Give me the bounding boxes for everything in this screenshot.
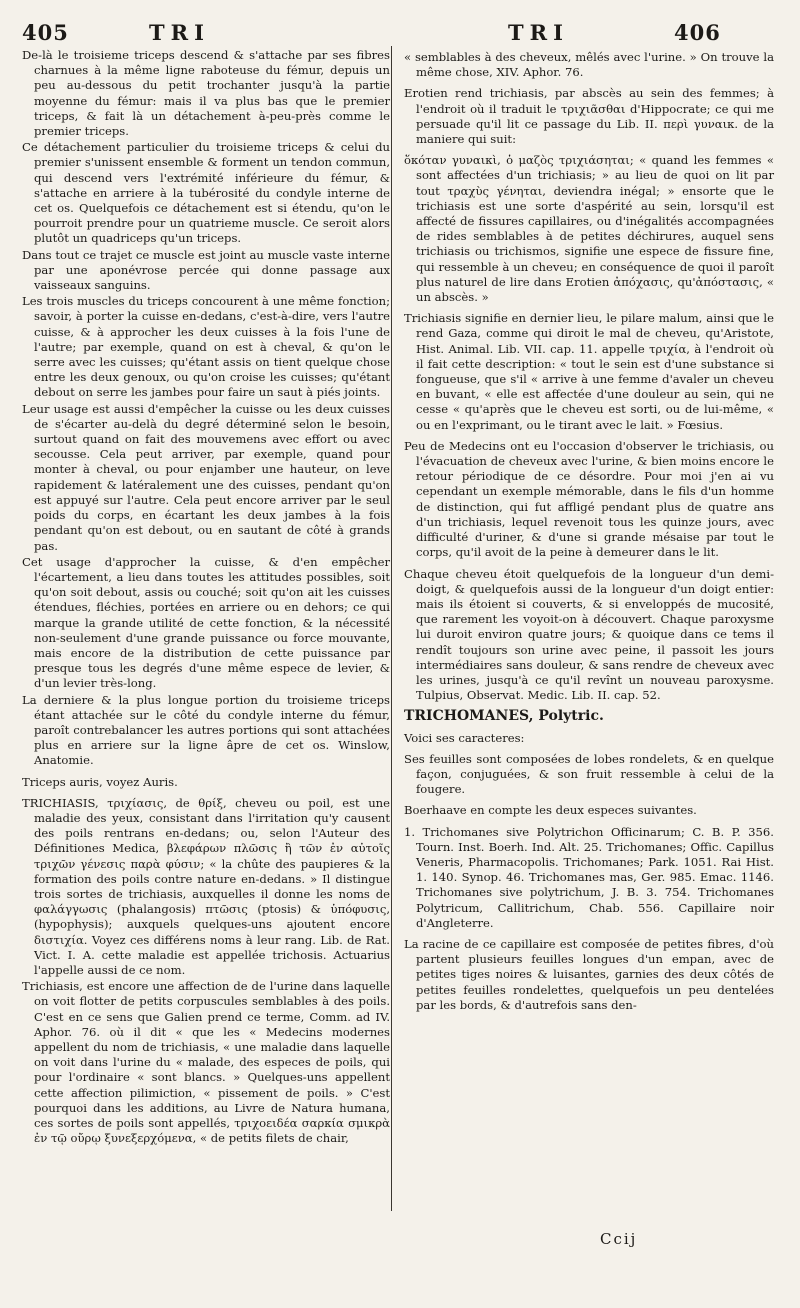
- paragraph: Erotien rend trichiasis, par abscès au sein des femmes; à l'endroit où il traduit le τριχιᾶσθαι d'Hippocrate; ce qui me persuade qu'il lit ce passage du Lib. II. περὶ γυναικ. de la maniere qui suit:: [404, 86, 774, 147]
- left-column: [22, 48, 390, 1147]
- paragraph: Cet usage d'approcher la cuisse, & d'en empêcher l'écartement, a lieu dans toutes les attitudes possibles, soit qu'on soit debout, assis ou couché; soit qu'on ait les cuisses étendues, fléchies, portées en arriere ou en dehors; ce qui marque la grande utilité de cette fonction, & la nécessité non-seulement d'une grande puissance ou force mouvante, mais encore de la distribution de cette puissance par presque tous les degrés d'une même espece de levier, & d'un levier très-long.: [22, 554, 390, 691]
- running-title-left: TRI: [149, 20, 210, 45]
- page-number-right: 406: [674, 20, 721, 45]
- paragraph: Peu de Medecins ont eu l'occasion d'observer le trichiasis, ou l'évacuation de cheveux avec l'urine, & bien moins encore le retour périodique de ce désordre. Pour moi j'en ai vu cependant un exemple mémorable, dans le fils d'un homme de distinction, qui fut affligé pendant plus de quatre ans d'un trichiasis, lequel revenoit tous les quinze jours, avec difficulté d'uriner, & d'une si grande mésaise par tout le corps, qu'il avoit de la peine à demeurer dans le lit.: [404, 438, 774, 560]
- paragraph: ὅκόταν γυναικὶ, ὁ μαζὸς τριχιάσηται; « quand les femmes « sont affectées d'un trichiasis; » au lieu de quoi on lit par tout τραχὺς γένηται, deviendra inégal; » ensorte que le trichiasis est une sorte d'aspérité au sein, lorsqu'il est affecté de fissures capillaires, ou d'inégalités accompagnées de rides semblables à de petites déchirures, auquel sens trichiasis ou trichismos, signifie une espece de fissure fine, qui ressemble à un cheveu; en conséquence de quoi il paroît plus naturel de lire dans Erotien ἀπόχασις, qu'ἀπόστασις, « un abscès. »: [404, 153, 774, 305]
- paragraph: De-là le troisieme triceps descend & s'attache par ses fibres charnues à la même ligne raboteuse du fémur, depuis un peu au-dessous du petit trochanter jusqu'à la partie moyenne du fémur: mais il va plus bas que le premier triceps, & fait là un détachement à-peu-près comme le premier triceps.: [22, 48, 390, 139]
- paragraph: Ses feuilles sont composées de lobes rondelets, & en quelque façon, conjuguées, & son fruit ressemble à celui de la fougere.: [404, 751, 774, 797]
- entry-trichomanes: TRICHOMANES, Polytric.: [404, 708, 604, 725]
- paragraph: Boerhaave en compte les deux especes suivantes.: [404, 803, 697, 818]
- right-column: [404, 50, 774, 1014]
- paragraph: Les trois muscles du triceps concourent à une même fonction; savoir, à porter la cuisse en-dedans, c'est-à-dire, vers l'autre cuisse, & à approcher les deux cuisses à la fois l'une de l'autre; par exemple, quand on est à cheval, & qu'on le serre avec les cuisses; qu'étant assis on tient quelque chose entre les deux genoux, ou qu'on croise les cuisses; qu'étant debout on serre les jambes pour faire un saut à piés joints.: [22, 294, 390, 400]
- species-list: 1. Trichomanes sive Polytrichon Officinarum; C. B. P. 356. Tourn. Inst. Boerh. Ind. Alt. 25. Trichomanes; Offic. Capillus Veneris, Pharmacopolis. Trichomanes; Park. 1051. Rai Hist. 1. 140. Synop. 46. Trichomanes mas, Ger. 985. Emac. 1146. Trichomanes sive polytrichum, J. B. 3. 754. Trichomanes Polytricum, Callitrichum, Chab. 556. Capillaire noir d'Angleterre.: [404, 824, 774, 930]
- paragraph: La derniere & la plus longue portion du troisieme triceps étant attachée sur le côté du condyle interne du fémur, paroît contrebalancer les autres portions qui sont attachées plus en arriere sur la ligne âpre de cet os. Winslow, Anatomie.: [22, 692, 390, 768]
- cross-reference: Triceps auris, voyez Auris.: [22, 774, 178, 789]
- paragraph: Voici ses caracteres:: [404, 730, 525, 745]
- paragraph: Trichiasis, est encore une affection de de l'urine dans laquelle on voit flotter de petits corpuscules semblables à des poils. C'est en ce sens que Galien prend ce terme, Comm. ad IV. Aphor. 76. où il dit « que les « Medecins modernes appellent du nom de trichiasis, « une maladie dans laquelle on voit dans l'urine du « malade, des especes de poils, qui pour l'ordinaire « sont blancs. » Quelques-uns appellent cette affection pilimiction, « pissement de poils. » C'est pourquoi dans les additions, au Livre de Natura humana, ces sortes de poils sont appellés, τριχοειδέα σαρκία σμικρὰ ἐν τῷ οὔρῳ ξυνεξερχόμενα, « de petits filets de chair,: [22, 979, 390, 1146]
- paragraph: Dans tout ce trajet ce muscle est joint au muscle vaste interne par une aponévrose percée qui donne passage aux vaisseaux sanguins.: [22, 247, 390, 293]
- paragraph: La racine de ce capillaire est composée de petites fibres, d'où partent plusieurs feuilles longues d'un empan, avec de petites tiges noires & luisantes, garnies des deux côtés de petites feuilles rondelettes, quelquefois un peu dentelées par les bords, & d'autrefois sans den-: [404, 936, 774, 1012]
- signature-mark: Ccij: [600, 1230, 638, 1248]
- entry-trichiasis: TRICHIASIS, τριχίασις, de θρίξ, cheveu ou poil, est une maladie des yeux, consistant dans l'irritation qu'y causent des poils rentrans en-dedans; ou, selon l'Auteur des Définitiones Medica, βλεφάρων πλῶσις ἢ τῶν ἐν αὐτοῖς τριχῶν γένεσις παρὰ φύσιν; « la chûte des paupieres & la formation des poils contre nature en-dedans. » Il distingue trois sortes de trichiasis, auxquelles il donne les noms de φαλάγγωσις (phalangosis) πτῶσις (ptosis) & ὑπόφυσις, (hypophysis); auxquels quelques-uns ajoutent encore διστιχία. Voyez ces différens noms à leur rang. Lib. de Rat. Vict. I. A. cette maladie est appellée trichosis. Actuarius l'appelle aussi de ce nom.: [22, 795, 390, 977]
- paragraph: Trichiasis signifie en dernier lieu, le pilare malum, ainsi que le rend Gaza, comme qui diroit le mal de cheveu, qu'Aristote, Hist. Animal. Lib. VII. cap. 11. appelle τριχία, à l'endroit où il fait cette description: « tout le sein est d'une substance si fongueuse, que s'il « arrive à une femme d'avaler un cheveu en buvant, « elle est affectée d'une douleur au sein, qui ne cesse « qu'après que le cheveu est sorti, ou de lui-même, « ou en l'exprimant, ou le tirant avec le lait. » Fœsius.: [404, 311, 774, 432]
- paragraph: Leur usage est aussi d'empêcher la cuisse ou les deux cuisses de s'écarter au-delà du degré déterminé selon le besoin, surtout quand on fait des mouvemens avec effort ou avec secousse. Cela peut arriver, par exemple, quand pour monter à cheval, ou pour enjamber une hauteur, on leve rapidement & latéralement une des cuisses, pendant qu'on est appuyé sur l'autre. Cela peut encore arriver par le seul poids du corps, en écartant les deux jambes à la fois pendant qu'on est debout, ou en sautant de côté à grands pas.: [22, 401, 390, 553]
- column-rule: [391, 46, 392, 1211]
- paragraph: Chaque cheveu étoit quelquefois de la longueur d'un demi-doigt, & quelquefois aussi de la longueur d'un doigt entier: mais ils étoient si couverts, & si enveloppés de mucosité, que rarement les voyoit-on à découvert. Chaque paroxysme lui duroit environ quatre jours; & quoique dans ce tems il rendît toujours son urine avec peine, il passoit les jours intermédiaires sans douleur, & sans rendre de cheveux avec les urines, jusqu'à ce qu'il revînt un nouveau paroxysme. Tulpius, Observat. Medic. Lib. II. cap. 52.: [404, 566, 774, 703]
- running-title-right: TRI: [508, 20, 569, 45]
- page-number-left: 405: [22, 20, 69, 45]
- paragraph: Ce détachement particulier du troisieme triceps & celui du premier s'unissent ensemble & forment un tendon commun, qui descend vers l'extrémité inférieure du fémur, & s'attache en arriere à la tubérosité du condyle interne de cet os. Quelquefois ce détachement est si étendu, qu'on le pourroit prendre pour un quatrieme muscle. Ce seroit alors plutôt un quadriceps qu'un triceps.: [22, 140, 390, 246]
- paragraph: « semblables à des cheveux, mêlés avec l'urine. » On trouve la même chose, XIV. Aphor. 76.: [404, 50, 774, 80]
